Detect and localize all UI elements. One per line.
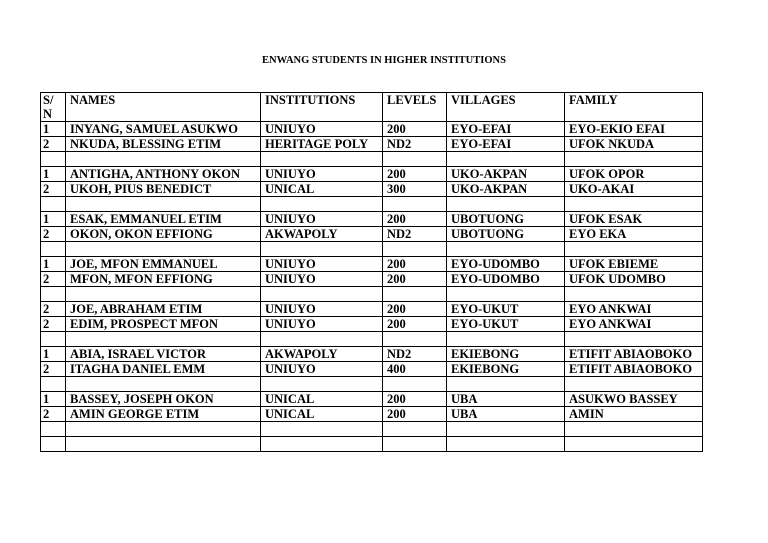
empty-cell — [565, 422, 703, 437]
empty-cell — [41, 422, 66, 437]
family-cell: ASUKWO BASSEY — [565, 392, 703, 407]
family-cell: EYO-EKIO EFAI — [565, 122, 703, 137]
spacer-row — [41, 287, 703, 302]
header-family: FAMILY — [565, 93, 703, 122]
empty-cell — [447, 242, 565, 257]
village-cell: UKO-AKPAN — [447, 182, 565, 197]
family-cell: UFOK OPOR — [565, 167, 703, 182]
family-cell: EYO EKA — [565, 227, 703, 242]
sn-cell: 2 — [41, 362, 66, 377]
level-cell: 200 — [383, 407, 447, 422]
family-cell: EYO ANKWAI — [565, 317, 703, 332]
institution-cell: HERITAGE POLY — [261, 137, 383, 152]
level-cell: ND2 — [383, 137, 447, 152]
name-cell: AMIN GEORGE ETIM — [66, 407, 261, 422]
empty-cell — [565, 377, 703, 392]
document-title: ENWANG STUDENTS IN HIGHER INSTITUTIONS — [262, 55, 506, 66]
level-cell: 200 — [383, 317, 447, 332]
name-cell: BASSEY, JOSEPH OKON — [66, 392, 261, 407]
village-cell: UBA — [447, 392, 565, 407]
empty-cell — [41, 242, 66, 257]
family-cell: UFOK ESAK — [565, 212, 703, 227]
empty-cell — [66, 422, 261, 437]
table-row — [41, 227, 703, 242]
institution-cell: AKWAPOLY — [261, 347, 383, 362]
village-cell: UBA — [447, 407, 565, 422]
level-cell: 200 — [383, 392, 447, 407]
empty-cell — [261, 437, 383, 452]
header-villages: VILLAGES — [447, 93, 565, 122]
village-cell: UBOTUONG — [447, 227, 565, 242]
name-cell: ITAGHA DANIEL EMM — [66, 362, 261, 377]
empty-cell — [66, 332, 261, 347]
sn-cell: 2 — [41, 182, 66, 197]
institution-cell: UNIUYO — [261, 302, 383, 317]
empty-cell — [447, 332, 565, 347]
table-row — [41, 347, 703, 362]
header-row — [41, 93, 703, 122]
village-cell: EYO-UKUT — [447, 302, 565, 317]
family-cell: ETIFIT ABIAOBOKO — [565, 362, 703, 377]
level-cell: 200 — [383, 212, 447, 227]
table-row — [41, 122, 703, 137]
name-cell: JOE, ABRAHAM ETIM — [66, 302, 261, 317]
family-cell: AMIN — [565, 407, 703, 422]
village-cell: EKIEBONG — [447, 362, 565, 377]
empty-cell — [261, 377, 383, 392]
institution-cell: AKWAPOLY — [261, 227, 383, 242]
empty-cell — [383, 197, 447, 212]
table-row — [41, 362, 703, 377]
institution-cell: UNIUYO — [261, 257, 383, 272]
family-cell: ETIFIT ABIAOBOKO — [565, 347, 703, 362]
empty-cell — [383, 437, 447, 452]
empty-cell — [383, 422, 447, 437]
name-cell: UKOH, PIUS BENEDICT — [66, 182, 261, 197]
empty-cell — [565, 242, 703, 257]
sn-cell: 1 — [41, 212, 66, 227]
level-cell: 200 — [383, 302, 447, 317]
empty-cell — [383, 242, 447, 257]
empty-cell — [66, 287, 261, 302]
level-cell: 200 — [383, 272, 447, 287]
empty-cell — [447, 437, 565, 452]
empty-cell — [41, 197, 66, 212]
name-cell: ANTIGHA, ANTHONY OKON — [66, 167, 261, 182]
table-row — [41, 302, 703, 317]
empty-cell — [41, 437, 66, 452]
empty-cell — [261, 197, 383, 212]
village-cell: EYO-UDOMBO — [447, 272, 565, 287]
header-levels: LEVELS — [383, 93, 447, 122]
family-cell: UFOK NKUDA — [565, 137, 703, 152]
institution-cell: UNICAL — [261, 407, 383, 422]
institution-cell: UNICAL — [261, 392, 383, 407]
sn-cell: 2 — [41, 407, 66, 422]
spacer-row — [41, 242, 703, 257]
level-cell: 400 — [383, 362, 447, 377]
empty-cell — [447, 377, 565, 392]
institution-cell: UNIUYO — [261, 317, 383, 332]
empty-cell — [261, 242, 383, 257]
institution-cell: UNICAL — [261, 182, 383, 197]
institution-cell: UNIUYO — [261, 167, 383, 182]
sn-cell: 1 — [41, 347, 66, 362]
empty-cell — [565, 152, 703, 167]
spacer-row — [41, 152, 703, 167]
village-cell: EKIEBONG — [447, 347, 565, 362]
header-sn: S/ N — [41, 93, 66, 122]
empty-cell — [447, 287, 565, 302]
name-cell: NKUDA, BLESSING ETIM — [66, 137, 261, 152]
empty-cell — [41, 152, 66, 167]
empty-cell — [261, 422, 383, 437]
students-table — [40, 92, 703, 452]
table-row — [41, 137, 703, 152]
empty-cell — [66, 152, 261, 167]
village-cell: UKO-AKPAN — [447, 167, 565, 182]
level-cell: 200 — [383, 257, 447, 272]
village-cell: UBOTUONG — [447, 212, 565, 227]
level-cell: ND2 — [383, 227, 447, 242]
level-cell: 200 — [383, 167, 447, 182]
family-cell: UKO-AKAI — [565, 182, 703, 197]
empty-cell — [261, 152, 383, 167]
empty-cell — [41, 287, 66, 302]
empty-cell — [383, 332, 447, 347]
empty-cell — [383, 377, 447, 392]
empty-cell — [66, 437, 261, 452]
empty-cell — [383, 287, 447, 302]
empty-row — [41, 437, 703, 452]
empty-cell — [565, 332, 703, 347]
family-cell: UFOK UDOMBO — [565, 272, 703, 287]
level-cell: 200 — [383, 122, 447, 137]
institution-cell: UNIUYO — [261, 212, 383, 227]
village-cell: EYO-EFAI — [447, 137, 565, 152]
institution-cell: UNIUYO — [261, 272, 383, 287]
sn-cell: 1 — [41, 257, 66, 272]
family-cell: UFOK EBIEME — [565, 257, 703, 272]
village-cell: EYO-UKUT — [447, 317, 565, 332]
sn-cell: 2 — [41, 137, 66, 152]
spacer-row — [41, 377, 703, 392]
sn-cell: 2 — [41, 302, 66, 317]
table-row — [41, 317, 703, 332]
name-cell: JOE, MFON EMMANUEL — [66, 257, 261, 272]
empty-cell — [261, 332, 383, 347]
empty-cell — [261, 287, 383, 302]
table-row — [41, 272, 703, 287]
table-row — [41, 167, 703, 182]
spacer-row — [41, 332, 703, 347]
empty-cell — [565, 197, 703, 212]
empty-row — [41, 422, 703, 437]
header-institutions: INSTITUTIONS — [261, 93, 383, 122]
empty-cell — [383, 152, 447, 167]
institution-cell: UNIUYO — [261, 362, 383, 377]
table-row — [41, 392, 703, 407]
table-row — [41, 407, 703, 422]
empty-cell — [66, 377, 261, 392]
table-row — [41, 182, 703, 197]
header-names: NAMES — [66, 93, 261, 122]
empty-cell — [41, 377, 66, 392]
sn-cell: 2 — [41, 272, 66, 287]
empty-cell — [447, 152, 565, 167]
sn-cell: 1 — [41, 167, 66, 182]
spacer-row — [41, 197, 703, 212]
empty-cell — [66, 242, 261, 257]
empty-cell — [447, 422, 565, 437]
empty-cell — [41, 332, 66, 347]
table-row — [41, 257, 703, 272]
sn-cell: 1 — [41, 122, 66, 137]
village-cell: EYO-UDOMBO — [447, 257, 565, 272]
empty-cell — [447, 197, 565, 212]
level-cell: 300 — [383, 182, 447, 197]
sn-cell: 1 — [41, 392, 66, 407]
sn-cell: 2 — [41, 227, 66, 242]
name-cell: OKON, OKON EFFIONG — [66, 227, 261, 242]
empty-cell — [565, 287, 703, 302]
institution-cell: UNIUYO — [261, 122, 383, 137]
name-cell: EDIM, PROSPECT MFON — [66, 317, 261, 332]
village-cell: EYO-EFAI — [447, 122, 565, 137]
level-cell: ND2 — [383, 347, 447, 362]
name-cell: ABIA, ISRAEL VICTOR — [66, 347, 261, 362]
family-cell: EYO ANKWAI — [565, 302, 703, 317]
name-cell: MFON, MFON EFFIONG — [66, 272, 261, 287]
sn-cell: 2 — [41, 317, 66, 332]
empty-cell — [66, 197, 261, 212]
table-row — [41, 212, 703, 227]
name-cell: ESAK, EMMANUEL ETIM — [66, 212, 261, 227]
empty-cell — [565, 437, 703, 452]
name-cell: INYANG, SAMUEL ASUKWO — [66, 122, 261, 137]
